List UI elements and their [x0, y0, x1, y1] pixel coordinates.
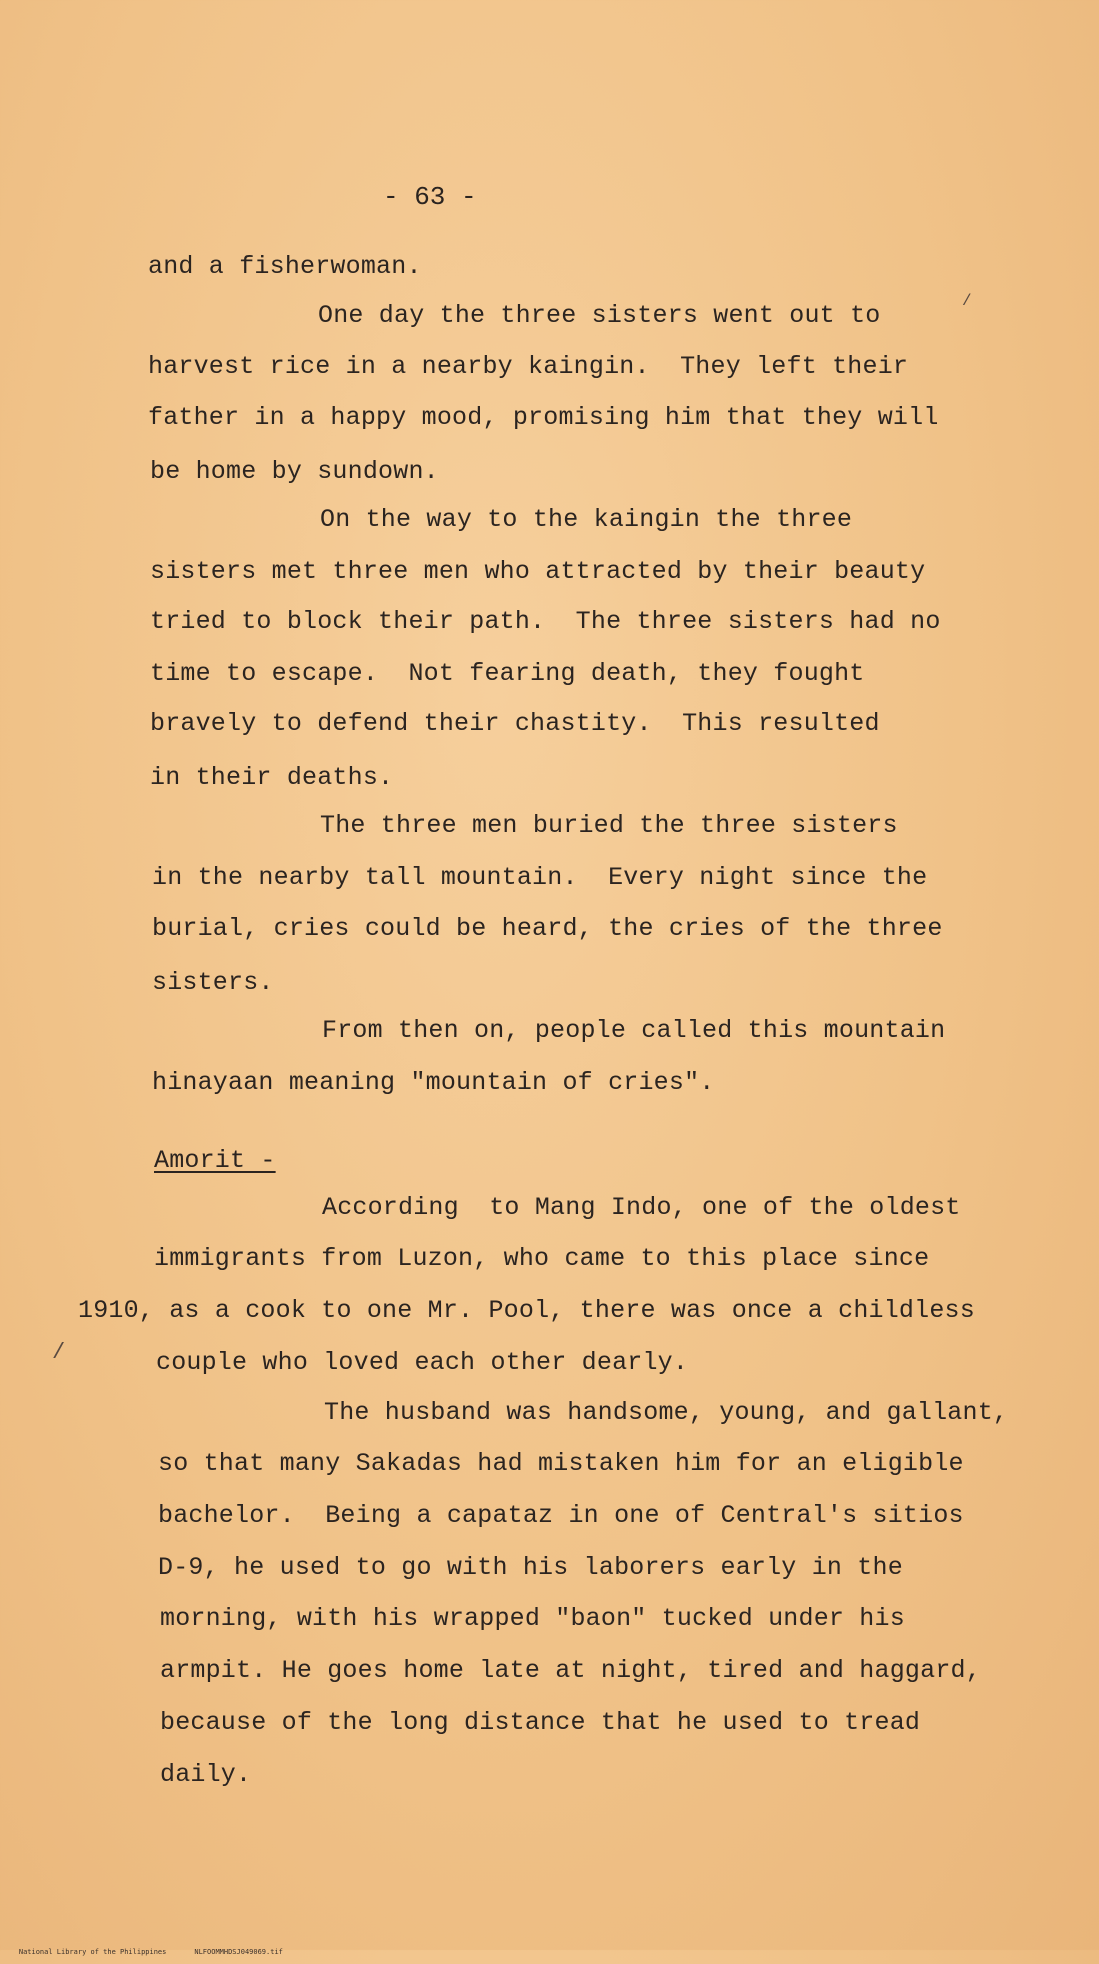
text-line: tried to block their path. The three sisters had no — [150, 607, 941, 636]
text-line: father in a happy mood, promising him that they will — [148, 403, 939, 432]
text-line: D-9, he used to go with his laborers early in the — [158, 1553, 903, 1582]
scan-footer — [2, 1940, 311, 1964]
section-heading-amorit: Amorit - — [154, 1146, 276, 1175]
text-line: The three men buried the three sisters — [320, 811, 898, 840]
text-line: hinayaan meaning "mountain of cries". — [152, 1068, 715, 1097]
text-line: couple who loved each other dearly. — [156, 1348, 689, 1377]
margin-pencil-mark: / — [962, 292, 972, 310]
text-line: daily. — [160, 1760, 252, 1789]
text-line: time to escape. Not fearing death, they fought — [150, 659, 865, 688]
text-line: According to Mang Indo, one of the oldest — [322, 1193, 961, 1222]
margin-pencil-mark: / — [52, 1340, 66, 1365]
text-line: sisters met three men who attracted by their beauty — [150, 557, 926, 586]
text-line: morning, with his wrapped "baon" tucked under his — [160, 1604, 905, 1633]
text-line: armpit. He goes home late at night, tired and haggard, — [160, 1656, 981, 1685]
text-line: bravely to defend their chastity. This resulted — [150, 709, 880, 738]
text-line: sisters. — [152, 968, 274, 997]
page-number: - 63 - — [383, 182, 477, 212]
text-line: be home by sundown. — [150, 457, 439, 486]
text-line: in the nearby tall mountain. Every night since the — [152, 863, 928, 892]
text-line: immigrants from Luzon, who came to this place since — [154, 1244, 930, 1273]
text-line: From then on, people called this mountain — [322, 1016, 946, 1045]
text-line: On the way to the kaingin the three — [320, 505, 853, 534]
text-line: so that many Sakadas had mistaken him for an eligible — [158, 1449, 964, 1478]
footer-library: National Library of the Philippines — [18, 1948, 167, 1956]
footer-filename: NLFOOMMHDSJ049069.tif — [194, 1948, 283, 1956]
text-line: in their deaths. — [150, 763, 394, 792]
text-line: bachelor. Being a capataz in one of Central's sitios — [158, 1501, 964, 1530]
text-line: because of the long distance that he used to tread — [160, 1708, 921, 1737]
text-line: harvest rice in a nearby kaingin. They left their — [148, 352, 909, 381]
text-line: burial, cries could be heard, the cries of the three — [152, 914, 943, 943]
text-line: and a fisherwoman. — [148, 252, 422, 281]
text-line: 1910, as a cook to one Mr. Pool, there was once a childless — [78, 1296, 975, 1325]
text-line: The husband was handsome, young, and gallant, — [324, 1398, 1009, 1427]
text-line: One day the three sisters went out to — [318, 301, 881, 330]
